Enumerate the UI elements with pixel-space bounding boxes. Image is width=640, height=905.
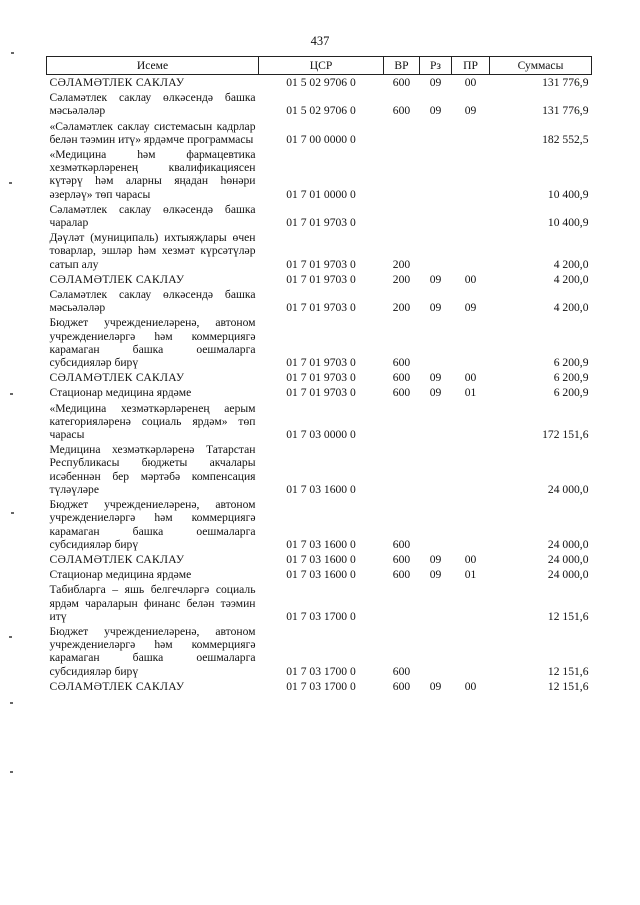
row-rz-cell: 09 xyxy=(429,104,442,118)
row-vr-cell: 600 xyxy=(392,371,411,385)
row-rz-cell xyxy=(420,147,452,202)
row-csr-cell: 01 7 01 9703 0 xyxy=(286,301,356,315)
page-number: 437 xyxy=(310,34,330,48)
row-rz-cell: 09 xyxy=(429,272,442,286)
row-name-cell: Дәүләт (муниципаль) ихтыяҗлары өчен товарлар, эшләр һәм хезмәт күрсәтүләр сатып алу xyxy=(49,231,256,271)
row-vr-cell: 600 xyxy=(392,386,411,400)
row-name-cell: Табибларга – яшь белгечләргә социаль ярдәм чараларын финанс белән тәэмин итү xyxy=(49,583,256,623)
row-csr-cell: 01 7 03 0000 0 xyxy=(286,428,356,442)
table-row xyxy=(47,401,592,443)
row-name-cell: «Медицина һәм фармацевтика хезмәткәрләренең квалификациясен күтәрү һәм аларны яңадан һөнәри әзерләү» төп чарасы xyxy=(49,148,256,201)
row-pr-cell xyxy=(452,119,490,147)
table-row xyxy=(47,442,592,497)
row-csr-cell: 01 7 01 9703 0 xyxy=(286,371,356,385)
row-csr-cell: 01 7 03 1700 0 xyxy=(286,664,356,678)
table-row-section xyxy=(47,679,592,694)
row-csr-cell: 01 7 01 9703 0 xyxy=(286,272,356,286)
row-sum-cell: 10 400,9 xyxy=(547,187,589,201)
row-sum-cell: 12 151,6 xyxy=(547,679,589,693)
row-csr-cell: 01 7 03 1600 0 xyxy=(286,537,356,551)
row-pr-cell: 00 xyxy=(464,76,477,89)
row-csr-cell: 01 7 01 9703 0 xyxy=(286,216,356,230)
row-pr-cell: 00 xyxy=(464,371,477,385)
row-sum-cell: 6 200,9 xyxy=(553,371,589,385)
column-header-csr: ЦСР xyxy=(259,57,384,75)
row-pr-cell xyxy=(452,147,490,202)
row-rz-cell: 09 xyxy=(429,371,442,385)
row-rz-cell xyxy=(420,230,452,272)
row-name-cell: Сәламәтлек саклау өлкәсендә башка мәсьәләләр xyxy=(49,91,256,118)
row-csr-cell: 01 7 03 1600 0 xyxy=(286,482,356,496)
scan-speck xyxy=(9,636,12,638)
row-sum-cell: 131 776,9 xyxy=(542,76,589,89)
table-row xyxy=(47,567,592,582)
row-pr-cell xyxy=(452,497,490,552)
row-csr-cell: 01 7 01 9703 0 xyxy=(286,356,356,370)
row-csr-cell: 01 5 02 9706 0 xyxy=(286,104,356,118)
row-vr-cell: 200 xyxy=(392,301,411,315)
row-pr-cell: 09 xyxy=(464,104,477,118)
scan-speck xyxy=(11,512,14,514)
row-vr-cell: 200 xyxy=(392,257,411,271)
column-header-rz: Рз xyxy=(420,57,452,75)
row-pr-cell: 00 xyxy=(464,552,477,566)
row-pr-cell xyxy=(452,401,490,443)
table-row xyxy=(47,624,592,679)
row-rz-cell xyxy=(420,119,452,147)
scan-speck xyxy=(9,182,12,184)
scan-speck xyxy=(10,771,13,773)
row-sum-cell: 4 200,0 xyxy=(553,257,589,271)
row-rz-cell xyxy=(420,497,452,552)
row-sum-cell: 12 151,6 xyxy=(547,609,589,623)
row-rz-cell xyxy=(420,624,452,679)
row-name-cell: «Медицина хезмәткәрләренең аерым категорияләренә социаль ярдәм» төп чарасы xyxy=(49,401,256,442)
table-row xyxy=(47,385,592,400)
row-vr-cell: 600 xyxy=(392,664,411,678)
row-pr-cell: 01 xyxy=(464,568,477,582)
row-vr-cell xyxy=(384,147,420,202)
row-rz-cell xyxy=(420,315,452,370)
row-sum-cell: 24 000,0 xyxy=(547,537,589,551)
row-name-cell: СӘЛАМӘТЛЕК САКЛАУ xyxy=(49,371,185,385)
table-row xyxy=(47,119,592,147)
table-row-section xyxy=(47,75,592,91)
row-rz-cell: 09 xyxy=(429,76,442,89)
scan-speck xyxy=(10,702,13,704)
scan-speck xyxy=(10,393,13,395)
row-pr-cell xyxy=(452,202,490,230)
column-header-vr: ВР xyxy=(384,57,420,75)
row-sum-cell: 12 151,6 xyxy=(547,664,589,678)
table-row xyxy=(47,230,592,272)
table-row xyxy=(47,315,592,370)
row-csr-cell: 01 7 03 1600 0 xyxy=(286,552,356,566)
row-name-cell: СӘЛАМӘТЛЕК САКЛАУ xyxy=(49,76,185,89)
row-rz-cell xyxy=(420,401,452,443)
budget-table xyxy=(46,56,592,694)
row-name-cell: Бюджет учреждениеләренә, автоном учреждениеләргә һәм коммерциягә карамаган башка оешмаларга субсидияләр бирү xyxy=(49,316,256,370)
row-name-cell: «Сәламәтлек саклау системасын кадрлар белән тәэмин итү» ярдәмче программасы xyxy=(49,119,256,146)
row-csr-cell: 01 7 00 0000 0 xyxy=(286,132,356,146)
row-pr-cell xyxy=(452,230,490,272)
row-vr-cell xyxy=(384,119,420,147)
row-name-cell: Бюджет учреждениеләренә, автоном учреждениеләргә һәм коммерциягә карамаган башка оешмаларга субсидияләр бирү xyxy=(49,498,256,551)
row-sum-cell: 4 200,0 xyxy=(553,272,589,286)
row-sum-cell: 24 000,0 xyxy=(547,568,589,582)
row-sum-cell: 6 200,9 xyxy=(553,356,589,370)
row-pr-cell: 00 xyxy=(464,679,477,693)
table-row xyxy=(47,147,592,202)
row-rz-cell: 09 xyxy=(429,386,442,400)
row-vr-cell: 600 xyxy=(392,104,411,118)
row-name-cell: СӘЛАМӘТЛЕК САКЛАУ xyxy=(49,272,185,286)
row-vr-cell xyxy=(384,401,420,443)
column-header-pr: ПР xyxy=(452,57,490,75)
row-vr-cell: 600 xyxy=(392,568,411,582)
row-rz-cell: 09 xyxy=(429,552,442,566)
row-csr-cell: 01 7 01 9703 0 xyxy=(286,386,356,400)
row-sum-cell: 6 200,9 xyxy=(553,386,589,400)
row-pr-cell xyxy=(452,582,490,624)
row-csr-cell: 01 5 02 9706 0 xyxy=(286,76,356,89)
table-row xyxy=(47,582,592,624)
row-rz-cell xyxy=(420,202,452,230)
row-name-cell: Сәламәтлек саклау өлкәсендә башка чаралар xyxy=(49,202,256,230)
row-csr-cell: 01 7 03 1700 0 xyxy=(286,679,356,693)
table-row xyxy=(47,287,592,315)
row-rz-cell: 09 xyxy=(429,301,442,315)
row-sum-cell: 10 400,9 xyxy=(547,216,589,230)
row-sum-cell: 131 776,9 xyxy=(542,104,589,118)
table-row xyxy=(47,202,592,230)
table-row-section xyxy=(47,552,592,567)
row-pr-cell: 09 xyxy=(464,301,477,315)
row-sum-cell: 24 000,0 xyxy=(547,552,589,566)
row-sum-cell: 4 200,0 xyxy=(553,301,589,315)
row-csr-cell: 01 7 03 1600 0 xyxy=(286,568,356,582)
row-vr-cell: 600 xyxy=(392,356,411,370)
table-row-section xyxy=(47,272,592,287)
table-row xyxy=(47,497,592,552)
row-sum-cell: 182 552,5 xyxy=(542,132,589,146)
row-vr-cell xyxy=(384,582,420,624)
row-csr-cell: 01 7 01 9703 0 xyxy=(286,257,356,271)
table-header-row xyxy=(47,57,592,75)
row-pr-cell xyxy=(452,442,490,497)
row-vr-cell: 600 xyxy=(392,76,411,89)
table-row xyxy=(47,90,592,118)
table-row-section xyxy=(47,370,592,385)
row-pr-cell xyxy=(452,315,490,370)
row-sum-cell: 24 000,0 xyxy=(547,482,589,496)
row-vr-cell: 600 xyxy=(392,552,411,566)
row-rz-cell xyxy=(420,442,452,497)
scan-speck xyxy=(11,52,14,54)
row-rz-cell: 09 xyxy=(429,568,442,582)
row-csr-cell: 01 7 01 0000 0 xyxy=(286,187,356,201)
row-name-cell: Медицина хезмәткәрләренә Татарстан Республикасы бюджеты акчалары исәбеннән бер мәртәбә компенсация түләүләре xyxy=(49,443,256,496)
row-vr-cell xyxy=(384,442,420,497)
row-name-cell: СӘЛАМӘТЛЕК САКЛАУ xyxy=(49,552,185,566)
row-name-cell: Стационар медицина ярдәме xyxy=(49,386,192,400)
row-name-cell: СӘЛАМӘТЛЕК САКЛАУ xyxy=(49,679,185,693)
row-vr-cell: 600 xyxy=(392,679,411,693)
column-header-sum: Суммасы xyxy=(490,57,592,75)
row-sum-cell: 172 151,6 xyxy=(542,428,589,442)
column-header-name: Исеме xyxy=(47,57,259,75)
row-rz-cell xyxy=(420,582,452,624)
row-name-cell: Стационар медицина ярдәме xyxy=(49,568,192,582)
row-vr-cell xyxy=(384,202,420,230)
row-csr-cell: 01 7 03 1700 0 xyxy=(286,609,356,623)
row-name-cell: Бюджет учреждениеләренә, автоном учреждениеләргә һәм коммерциягә карамаган башка оешмаларга субсидияләр бирү xyxy=(49,624,256,678)
row-pr-cell: 00 xyxy=(464,272,477,286)
row-pr-cell xyxy=(452,624,490,679)
row-pr-cell: 01 xyxy=(464,386,477,400)
row-rz-cell: 09 xyxy=(429,679,442,693)
row-vr-cell: 600 xyxy=(392,537,411,551)
row-name-cell: Сәламәтлек саклау өлкәсендә башка мәсьәләләр xyxy=(49,288,256,315)
row-vr-cell: 200 xyxy=(392,272,411,286)
